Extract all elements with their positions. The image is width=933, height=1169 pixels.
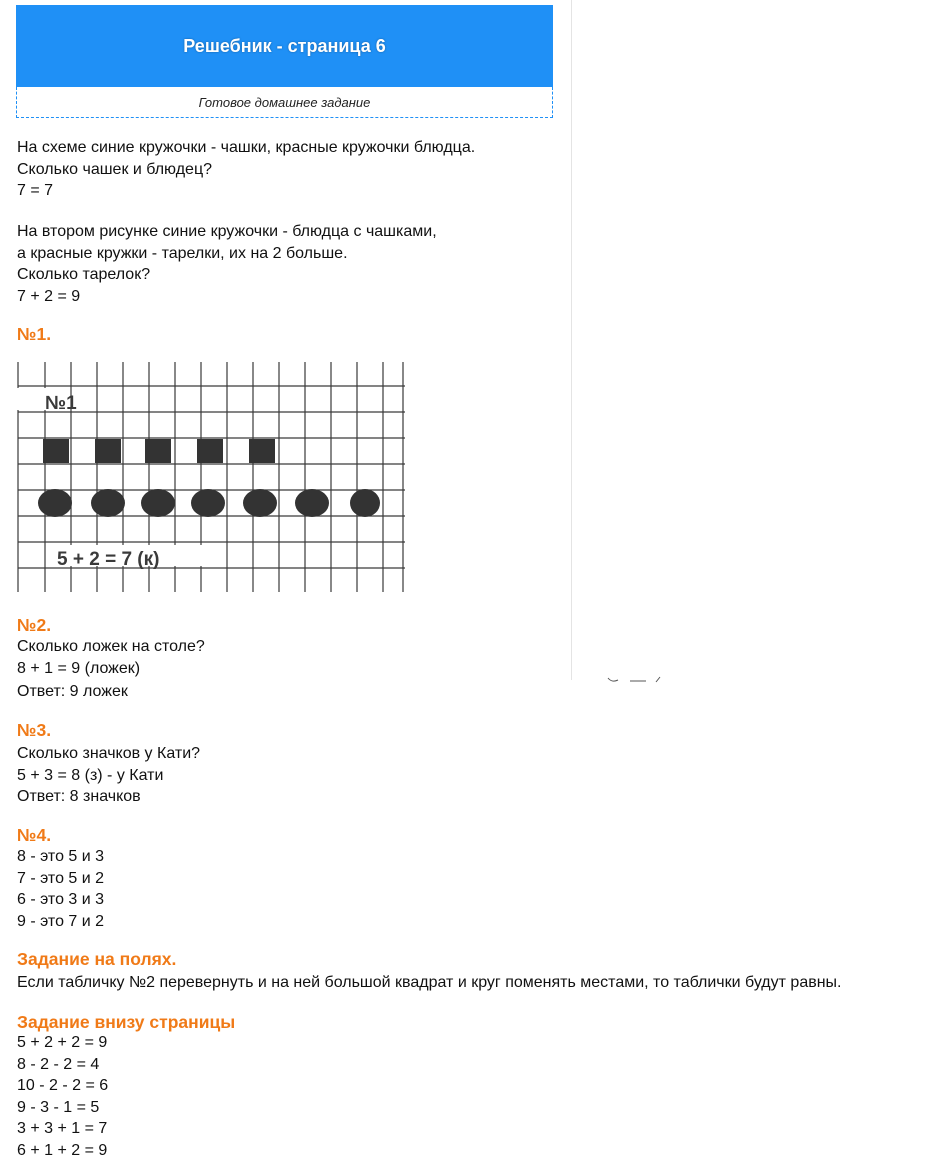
answer-line: Ответ: 8 значков <box>17 788 141 805</box>
text-line: 7 - это 5 и 2 <box>17 869 105 887</box>
page-title: Решебник - страница 6 <box>183 35 386 56</box>
margin-task-heading: Задание на полях. <box>17 949 177 969</box>
squares-row <box>43 439 275 463</box>
page-header <box>16 5 553 87</box>
stray-mark <box>606 674 668 684</box>
task4-heading: №4. <box>17 825 52 845</box>
square-shape <box>95 439 121 463</box>
page-subheader <box>16 87 553 118</box>
square-shape <box>197 439 223 463</box>
text-line: На втором рисунке синие кружочки - блюдца с чашками, <box>17 223 437 240</box>
text-line: а красные кружки - тарелки, их на 2 больше. <box>17 244 348 262</box>
circle-shape <box>91 489 125 517</box>
task4-text <box>17 846 104 932</box>
circle-shape <box>38 489 72 517</box>
text-line: 7 + 2 = 9 <box>17 287 81 305</box>
circle-shape <box>141 489 175 517</box>
square-shape <box>249 439 275 463</box>
equation-line: 5 + 2 + 2 = 9 <box>17 1034 108 1051</box>
bottom-task-heading: Задание внизу страницы <box>17 1012 236 1032</box>
equation-line: 9 - 3 - 1 = 5 <box>17 1098 100 1116</box>
second-picture-text <box>17 221 437 307</box>
page-subtitle: Готовое домашнее задание <box>198 94 371 110</box>
figure-equation: 5 + 2 = 7 (к) <box>57 549 160 570</box>
square-shape <box>145 439 171 463</box>
task2-heading: №2. <box>17 615 52 635</box>
text-line: 9 - это 7 и 2 <box>17 912 105 930</box>
text-line: На схеме синие кружочки - чашки, красные кружочки блюдца. <box>17 139 476 156</box>
label-bg <box>17 388 47 410</box>
text-line: Сколько чашек и блюдец? <box>17 160 212 178</box>
figure-label: №1 <box>45 393 77 414</box>
text-line: Сколько ложек на столе? <box>17 638 205 655</box>
text-line: 7 = 7 <box>17 182 54 199</box>
task3-text <box>17 743 200 808</box>
equation-line: 6 + 1 + 2 = 9 <box>17 1141 108 1159</box>
task1-heading: №1. <box>17 324 52 344</box>
circle-shape <box>350 489 380 517</box>
circles-row <box>38 489 380 517</box>
circle-shape <box>191 489 225 517</box>
text-line: Сколько значков у Кати? <box>17 745 201 762</box>
text-line: 8 - это 5 и 3 <box>17 848 105 865</box>
equation-line: 3 + 3 + 1 = 7 <box>17 1120 108 1137</box>
margin-task-text <box>17 972 842 994</box>
text-line: 6 - это 3 и 3 <box>17 891 105 908</box>
answer-line: Ответ: 9 ложек <box>17 683 128 700</box>
circle-shape <box>243 489 277 517</box>
intro-text <box>17 137 475 202</box>
text-line: 5 + 3 = 8 (з) - у Кати <box>17 766 164 784</box>
column-divider <box>571 0 572 680</box>
bottom-task-text <box>17 1032 108 1161</box>
text-line: Сколько тарелок? <box>17 266 151 283</box>
equation-line: 8 - 2 - 2 = 4 <box>17 1055 100 1073</box>
equation-line: 10 - 2 - 2 = 6 <box>17 1077 109 1094</box>
task1-grid-figure <box>15 362 407 594</box>
circle-shape <box>295 489 329 517</box>
square-shape <box>43 439 69 463</box>
task2-text <box>17 636 205 703</box>
text-line: 8 + 1 = 9 (ложек) <box>17 659 141 677</box>
text-line: Если табличку №2 перевернуть и на ней большой квадрат и круг поменять местами, то таблички будут равны. <box>17 974 842 991</box>
task3-heading: №3. <box>17 720 52 740</box>
